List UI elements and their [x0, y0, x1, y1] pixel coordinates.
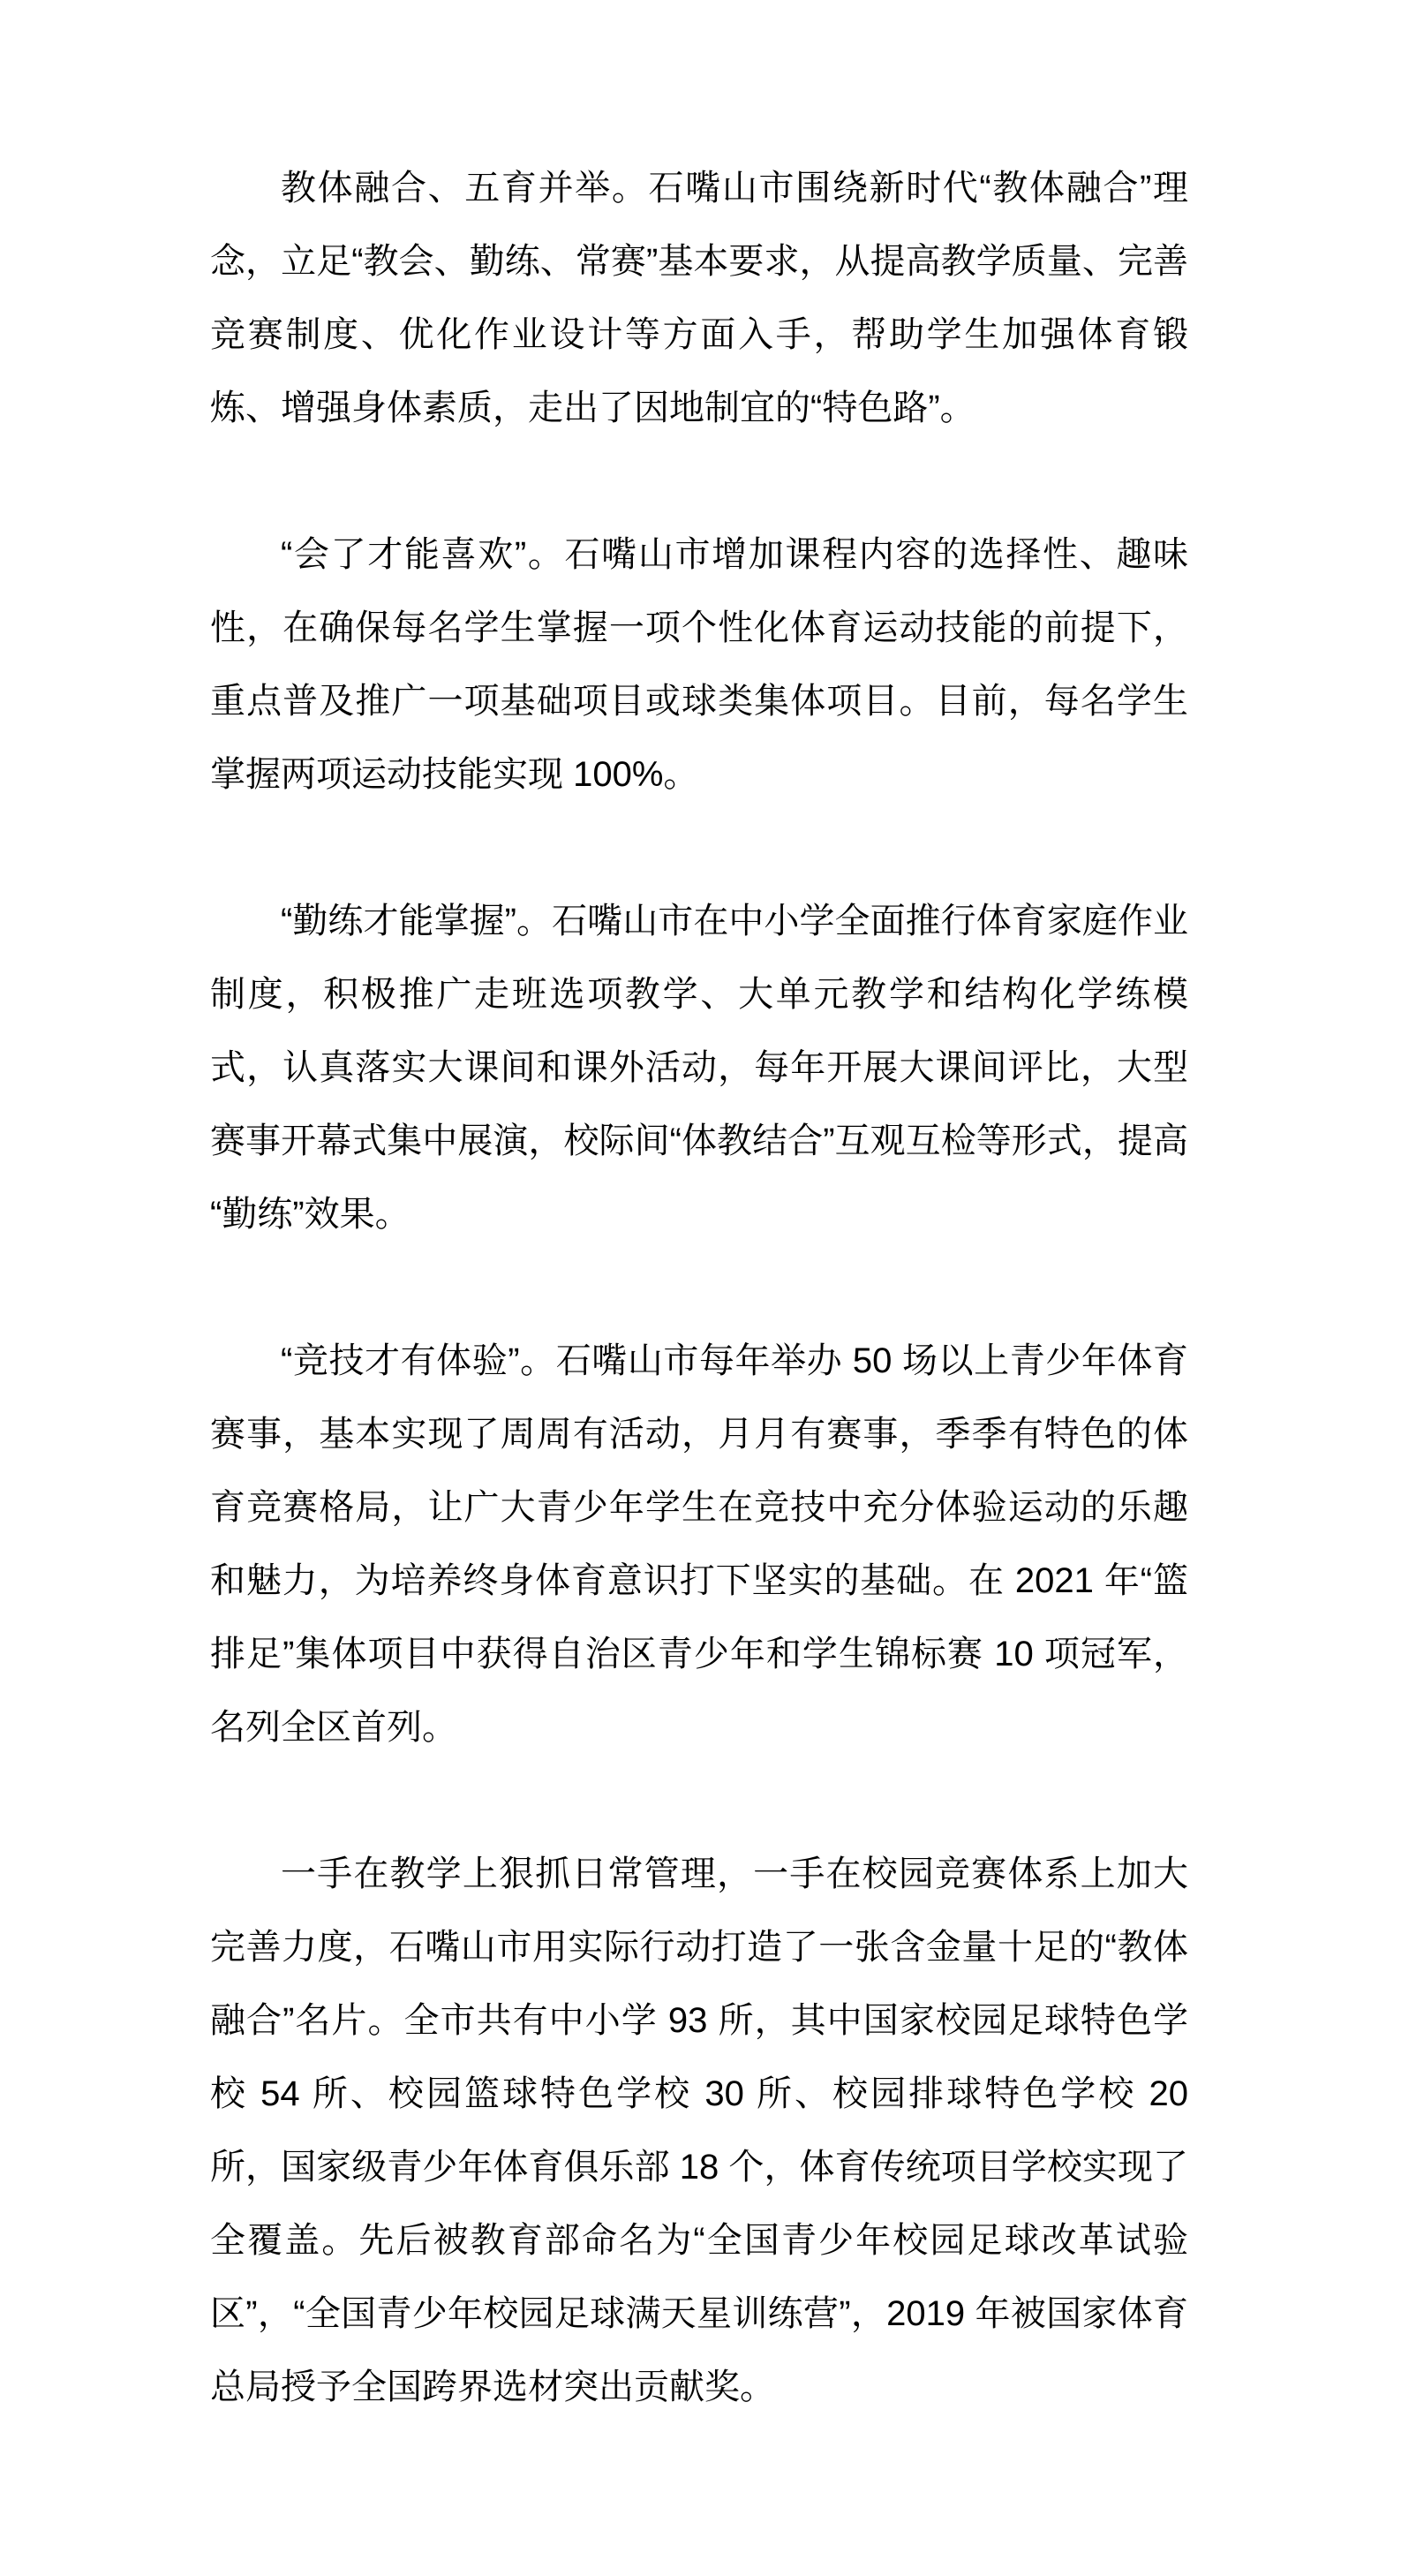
document-page [210, 152, 1188, 2424]
paragraph-5: 一手在教学上狠抓日常管理，一手在校园竞赛体系上加大完善力度，石嘴山市用实际行动打造了一张含金量十足的“教体融合”名片。全市共有中小学 93 所，其中国家校园足球特色学校 54 所、校园篮球特色学校 30 所、校园排球特色学校 20 所，国家级青少年体育俱乐部 18 个，体育传统项目学校实现了全覆盖。先后被教育部命名为“全国青少年校园足球改革试验区”，“全国青少年校园足球满天星训练营”，2019 年被国家体育总局授予全国跨界选材突出贡献奖。 [210, 1855, 1188, 2406]
document-body [210, 152, 1188, 2424]
paragraph-3: “勤练才能掌握”。石嘴山市在中小学全面推行体育家庭作业制度，积极推广走班选项教学、大单元教学和结构化学练模式，认真落实大课间和课外活动，每年开展大课间评比，大型赛事开幕式集中展演，校际间“体教结合”互观互检等形式，提高“勤练”效果。 [210, 902, 1188, 1234]
paragraph-2: “会了才能喜欢”。石嘴山市增加课程内容的选择性、趣味性，在确保每名学生掌握一项个性化体育运动技能的前提下，重点普及推广一项基础项目或球类集体项目。目前，每名学生掌握两项运动技能实现 100%。 [210, 535, 1188, 794]
paragraph-1: 教体融合、五育并举。石嘴山市围绕新时代“教体融合”理念，立足“教会、勤练、常赛”基本要求，从提高教学质量、完善竞赛制度、优化作业设计等方面入手，帮助学生加强体育锻炼、增强身体素质，走出了因地制宜的“特色路”。 [210, 169, 1188, 427]
paragraph-4: “竞技才有体验”。石嘴山市每年举办 50 场以上青少年体育赛事，基本实现了周周有活动，月月有赛事，季季有特色的体育竞赛格局，让广大青少年学生在竞技中充分体验运动的乐趣和魅力，为培养终身体育意识打下坚实的基础。在 2021 年“篮排足”集体项目中获得自治区青少年和学生锦标赛 10 项冠军，名列全区首列。 [210, 1341, 1188, 1747]
